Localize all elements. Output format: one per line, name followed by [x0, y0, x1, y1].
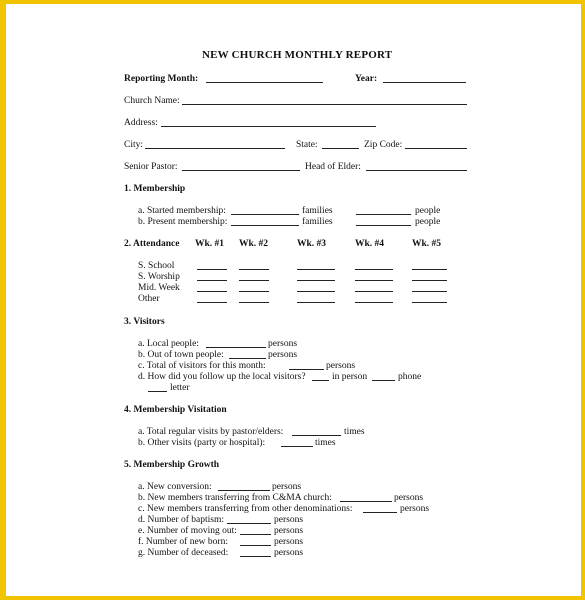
- present-people-field[interactable]: [356, 217, 411, 226]
- growth-item-label: a. New conversion:: [138, 482, 212, 492]
- cma-transfer-field[interactable]: [340, 493, 392, 502]
- attendance-row-label: Other: [138, 294, 160, 304]
- persons-unit: persons: [326, 361, 356, 371]
- attendance-cell-field[interactable]: [239, 294, 269, 303]
- visitors-heading: 3. Visitors: [124, 317, 165, 327]
- growth-item-label: b. New members transferring from C&MA church:: [138, 493, 332, 503]
- times-unit: times: [315, 438, 336, 448]
- present-families-field[interactable]: [231, 217, 299, 226]
- regular-visits-field[interactable]: [292, 427, 341, 436]
- total-visitors-field[interactable]: [289, 361, 324, 370]
- present-membership-label: b. Present membership:: [138, 217, 228, 227]
- growth-item-label: c. New members transferring from other denominations:: [138, 504, 353, 514]
- growth-item-label: f. Number of new born:: [138, 537, 228, 547]
- regular-visits-label: a. Total regular visits by pastor/elders:: [138, 427, 284, 437]
- attendance-cell-field[interactable]: [355, 283, 393, 292]
- report-page: [6, 4, 581, 596]
- attendance-cell-field[interactable]: [239, 261, 269, 270]
- attendance-cell-field[interactable]: [239, 272, 269, 281]
- attendance-cell-field[interactable]: [412, 272, 447, 281]
- started-membership-label: a. Started membership:: [138, 206, 226, 216]
- local-people-field[interactable]: [206, 339, 266, 348]
- attendance-heading: 2. Attendance: [124, 239, 180, 249]
- times-unit: times: [344, 427, 365, 437]
- attendance-cell-field[interactable]: [297, 272, 335, 281]
- attendance-cell-field[interactable]: [412, 283, 447, 292]
- membership-heading: 1. Membership: [124, 184, 186, 194]
- year-label: Year:: [355, 74, 378, 84]
- church-name-label: Church Name:: [124, 96, 180, 106]
- deceased-field[interactable]: [240, 548, 271, 557]
- week-header-4: Wk. #4: [355, 239, 385, 249]
- growth-item-label: g. Number of deceased:: [138, 548, 229, 558]
- letter-field[interactable]: [148, 383, 167, 392]
- page-title: NEW CHURCH MONTHLY REPORT: [202, 49, 393, 61]
- attendance-cell-field[interactable]: [197, 272, 227, 281]
- state-label: State:: [296, 140, 318, 150]
- in-person-option: in person: [332, 372, 368, 382]
- reporting-month-field[interactable]: [206, 74, 323, 83]
- follow-up-label: d. How did you follow up the local visitors?: [138, 372, 306, 382]
- attendance-cell-field[interactable]: [197, 294, 227, 303]
- out-of-town-field[interactable]: [229, 350, 266, 359]
- persons-unit: persons: [274, 537, 304, 547]
- other-visits-label: b. Other visits (party or hospital):: [138, 438, 266, 448]
- other-denomination-field[interactable]: [363, 504, 397, 513]
- zip-label: Zip Code:: [364, 140, 403, 150]
- people-unit: people: [415, 206, 441, 216]
- families-unit: families: [302, 217, 333, 227]
- attendance-cell-field[interactable]: [412, 261, 447, 270]
- zip-field[interactable]: [405, 140, 467, 149]
- senior-pastor-label: Senior Pastor:: [124, 162, 178, 172]
- local-people-label: a. Local people:: [138, 339, 199, 349]
- attendance-cell-field[interactable]: [355, 272, 393, 281]
- in-person-field[interactable]: [312, 372, 329, 381]
- persons-unit: persons: [274, 515, 304, 525]
- persons-unit: persons: [274, 548, 304, 558]
- phone-field[interactable]: [372, 372, 395, 381]
- started-families-field[interactable]: [231, 206, 299, 215]
- persons-unit: persons: [274, 526, 304, 536]
- letter-option: letter: [170, 383, 190, 393]
- attendance-cell-field[interactable]: [239, 283, 269, 292]
- growth-item-label: d. Number of baptism:: [138, 515, 225, 525]
- started-people-field[interactable]: [356, 206, 411, 215]
- attendance-cell-field[interactable]: [197, 283, 227, 292]
- week-header-1: Wk. #1: [195, 239, 225, 249]
- persons-unit: persons: [400, 504, 430, 514]
- address-label: Address:: [124, 118, 158, 128]
- week-header-3: Wk. #3: [297, 239, 327, 249]
- growth-item-label: e. Number of moving out:: [138, 526, 237, 536]
- baptism-field[interactable]: [227, 515, 271, 524]
- city-field[interactable]: [145, 140, 285, 149]
- moving-out-field[interactable]: [240, 526, 271, 535]
- attendance-cell-field[interactable]: [412, 294, 447, 303]
- church-name-field[interactable]: [182, 96, 467, 105]
- year-field[interactable]: [383, 74, 466, 83]
- address-field[interactable]: [161, 118, 376, 127]
- new-born-field[interactable]: [240, 537, 271, 546]
- attendance-row-label: S. School: [138, 261, 175, 271]
- reporting-month-label: Reporting Month:: [124, 74, 199, 84]
- week-header-5: Wk. #5: [412, 239, 442, 249]
- head-elder-field[interactable]: [366, 162, 467, 171]
- other-visits-field[interactable]: [281, 438, 313, 447]
- persons-unit: persons: [268, 339, 298, 349]
- total-visitors-label: c. Total of visitors for this month:: [138, 361, 266, 371]
- attendance-row-label: S. Worship: [138, 272, 180, 282]
- attendance-cell-field[interactable]: [197, 261, 227, 270]
- attendance-cell-field[interactable]: [355, 294, 393, 303]
- attendance-cell-field[interactable]: [355, 261, 393, 270]
- attendance-row-label: Mid. Week: [138, 283, 180, 293]
- persons-unit: persons: [272, 482, 302, 492]
- phone-option: phone: [398, 372, 422, 382]
- growth-heading: 5. Membership Growth: [124, 460, 220, 470]
- city-label: City:: [124, 140, 144, 150]
- attendance-cell-field[interactable]: [297, 261, 335, 270]
- people-unit: people: [415, 217, 441, 227]
- senior-pastor-field[interactable]: [182, 162, 300, 171]
- out-of-town-label: b. Out of town people:: [138, 350, 224, 360]
- state-field[interactable]: [322, 140, 359, 149]
- families-unit: families: [302, 206, 333, 216]
- persons-unit: persons: [268, 350, 298, 360]
- new-conversion-field[interactable]: [218, 482, 270, 491]
- attendance-cell-field[interactable]: [297, 294, 335, 303]
- visitation-heading: 4. Membership Visitation: [124, 405, 227, 415]
- week-header-2: Wk. #2: [239, 239, 269, 249]
- persons-unit: persons: [394, 493, 424, 503]
- head-elder-label: Head of Elder:: [305, 162, 361, 172]
- attendance-cell-field[interactable]: [297, 283, 335, 292]
